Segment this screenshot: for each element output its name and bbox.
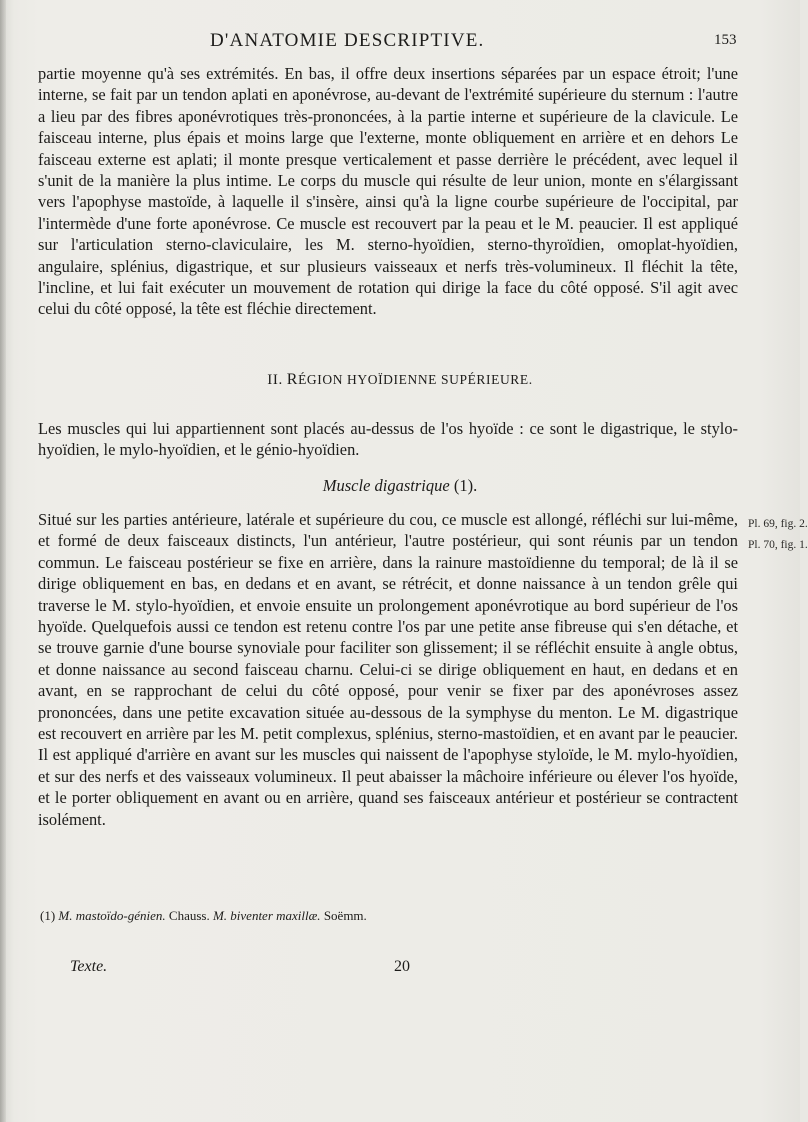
paragraph-digastric-description: Situé sur les parties antérieure, latérale et supérieure du cou, ce muscle est allongé, réfléchi sur lui-même, et formé de deux faisceaux distincts, l'un antérieur, l'autre postérieur, qui sont réunis par un tendon commun. Le faisceau postérieur se fixe en arrière, dans la rainure mastoïdienne du temporal; de là il se dirige obliquement en bas, en dedans et en avant, se rétrécit, et donne naissance à un tendon grêle qui traverse le M. stylo-hyoïdien, et envoie ensuite un prolongement aponévrotique au bord supérieur de l'os hyoïde. Quelquefois aussi ce tendon est retenu contre l'os par une petite anse fibreuse qui s'en détache, et se trouve garnie d'une bourse synoviale pour faciliter son glissement; il se réfléchit ensuite à angle obtus, et donne naissance au second faisceau charnu. Celui-ci se dirige obliquement en haut, en dedans et en avant, en se rapprochant de celui du côté opposé, pour venir se fixer par des aponévroses assez prononcées, dans une petite excavation située au-dessous de la symphyse du menton. Le M. digastrique est recouvert en arrière par les M. petit complexus, splénius, sterno-mastoïdien, et en avant par le peaucier. Il est appliqué d'arrière en avant sur les muscles qui naissent de l'apophyse styloïde, le M. mylo-hyoïdien, et sur des nerfs et des vaisseaux volumineux. Il peut abaisser la mâchoire inférieure ou élever l'os hyoïde, et le porter obliquement en avant ou en arrière, quand ses faisceaux antérieur et postérieur se contractent isolément. xyxy=(38,510,738,829)
muscle-heading-note-ref: (1). xyxy=(453,476,478,495)
muscle-heading-title: Muscle digastrique xyxy=(322,476,450,495)
running-head: D'ANATOMIE DESCRIPTIVE. xyxy=(210,30,485,51)
signature-mark: Texte. xyxy=(70,958,108,975)
signature-number: 20 xyxy=(394,958,410,975)
section-number: II. xyxy=(267,372,283,388)
footnote-author-1: Chauss. xyxy=(168,908,210,923)
footnote-mark: (1) xyxy=(40,908,56,923)
paragraph-sterno-mastoid-continuation: partie moyenne qu'à ses extrémités. En bas, il offre deux insertions séparées par un espace étroit; l'une interne, se fait par un tendon aplati en aponévrose, au-devant de l'extrémité supérieure du sternum : l'autre a lieu par des fibres aponévrotiques très-prononcées, à la partie interne et supérieure de la clavicule. Le faisceau interne, plus épais et moins large que l'externe, monte obliquement en arrière et en dehors Le faisceau externe est aplati; il monte presque verticalement et passe derrière le précédent, avec lequel il s'unit de la manière la plus intime. Le corps du muscle qui résulte de leur union, monte en s'élargissant vers l'apophyse mastoïde, à laquelle il s'insère, ainsi qu'à la ligne courbe supérieure de l'occipital, par l'intermède d'une forte aponévrose. Ce muscle est recouvert par la peau et le M. peaucier. Il est appliqué sur l'articulation sterno-claviculaire, les M. sterno-hyoïdien, sterno-thyroïdien, omoplat-hyoïdien, angulaire, splénius, digastrique, et sur plusieurs vaisseaux et nerfs très-volumineux. Il fléchit la tête, l'incline, et lui fait exécuter un mouvement de rotation qui dirige la face du côté opposé. S'il agit avec celui du côté opposé, la tête est fléchie directement. xyxy=(38,64,738,319)
footnote-synonym-2: M. biventer maxillæ. xyxy=(212,908,321,923)
footnote xyxy=(40,908,740,924)
section-title-rest: ÉGION HYOÏDIENNE SUPÉRIEURE. xyxy=(298,372,533,387)
footnote-author-2: Soëmm. xyxy=(323,908,367,923)
paragraph-region-intro: Les muscles qui lui appartiennent sont placés au-dessus de l'os hyoïde : ce sont le digastrique, le stylo-hyoïdien, le mylo-hyoïdien, et le génio-hyoïdien. xyxy=(38,419,738,460)
section-title-initial: R xyxy=(286,371,299,388)
page-spine-shadow xyxy=(0,0,6,1122)
muscle-heading xyxy=(0,476,800,496)
section-title xyxy=(0,371,800,389)
margin-note-plate-69: Pl. 69, fig. 2. xyxy=(748,518,808,530)
margin-note-plate-70: Pl. 70, fig. 1. xyxy=(748,539,808,551)
page-number: 153 xyxy=(714,32,737,48)
footnote-synonym-1: M. mastoïdo-génien. xyxy=(58,908,166,923)
